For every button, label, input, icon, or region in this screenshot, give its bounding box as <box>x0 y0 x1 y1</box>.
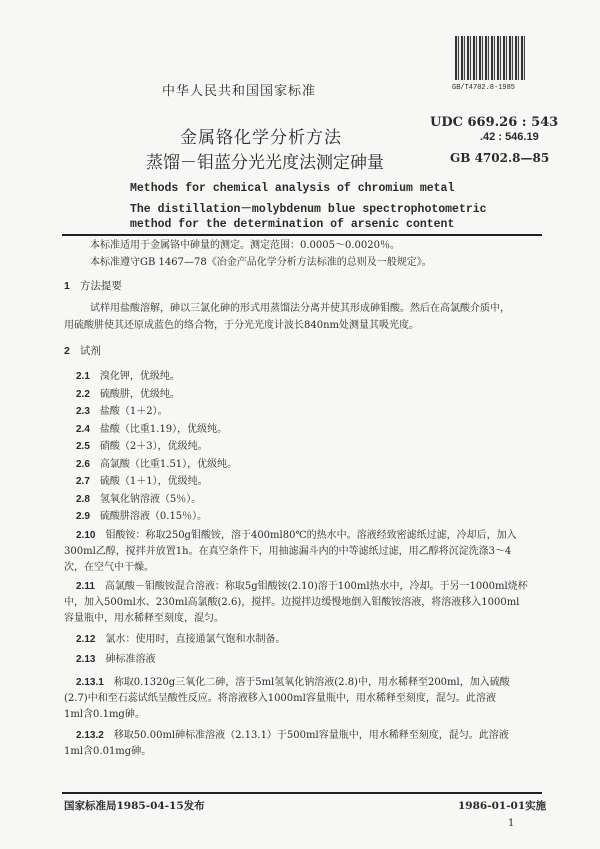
item-text: 硫酸肼，优级纯。 <box>99 388 180 400</box>
item-text: 硫酸肼溶液（0.15％）。 <box>99 511 208 522</box>
item-2-12: 2.12 氯水：使用时，直接通氯气饱和水制备。 <box>76 634 286 645</box>
reagent-item <box>76 494 201 506</box>
barcode-label: GB/T4702.8-1985 <box>452 84 516 92</box>
intro-line: 本标准遵守GB 1467—78《冶金产品化学分析方法标准的总则及一般规定》。 <box>90 257 432 268</box>
item-text: 高氯酸（比重1.51），优级纯。 <box>99 458 238 470</box>
title-en-1: Methods for chemical analysis of chromium metal <box>130 182 455 195</box>
item-number: 2.6 <box>76 458 90 470</box>
intro-line: 本标准适用于金属铬中砷量的测定。测定范围：0.0005～0.0020％。 <box>90 240 400 251</box>
item-text: 溴化钾，优级纯。 <box>99 371 180 382</box>
paragraph-line: 用硫酸肼使其还原成蓝色的络合物，于分光光度计波长840nm处测量其吸光度。 <box>64 320 420 331</box>
reagent-item <box>76 406 168 418</box>
item-number: 2.4 <box>76 423 90 435</box>
page-number: 1 <box>508 818 515 829</box>
section-2-heading: 2 试剂 <box>64 345 101 357</box>
item-text: 硫酸（1＋1），优级纯。 <box>99 476 208 487</box>
item-text: 氢氧化钠溶液（5％）。 <box>99 493 202 505</box>
issued-date: 国家标准局1985-04-15发布 <box>64 800 205 812</box>
paragraph-line: (2.7)中和至石蕊试纸呈酸性反应。将溶液移入1000ml容量瓶中，用水稀释至刻度，混匀。此溶液 <box>64 693 496 704</box>
reagent-item <box>76 389 180 401</box>
reagent-item <box>76 371 180 383</box>
reagent-item <box>76 441 208 453</box>
item-number: 2.5 <box>76 441 90 452</box>
item-2-11: 2.11 高氯酸－钼酸铵混合溶液：称取5g钼酸铵(2.10)溶于100ml热水中，冷却。于另一1000ml烧杯 <box>76 581 528 592</box>
title-cn-1: 金属铬化学分析方法 <box>180 128 342 148</box>
paragraph-line: 1ml含0.01mg砷。 <box>64 746 152 757</box>
title-en-3: method for the determination of arsenic content <box>130 218 455 231</box>
reagent-item <box>76 459 237 471</box>
paragraph-line: 次，在空气中干燥。 <box>64 562 154 573</box>
item-2-13-2: 2.13.2 移取50.00ml砷标准溶液（2.13.1）于500ml容量瓶中，用水稀释至刻度，混匀。此溶液 <box>76 730 509 741</box>
bottom-rule <box>62 792 542 794</box>
barcode <box>455 36 525 80</box>
item-number: 2.7 <box>76 476 90 487</box>
paragraph-line: 容量瓶中，用水稀释至刻度，混匀。 <box>64 613 224 624</box>
reagent-item <box>76 424 227 436</box>
udc-line2: .42 : 546.19 <box>480 131 539 143</box>
paragraph-line: 1ml含0.1mg砷。 <box>64 709 145 720</box>
title-cn-2: 蒸馏－钼蓝分光光度法测定砷量 <box>146 153 384 173</box>
item-number: 2.9 <box>76 511 90 522</box>
item-2-10: 2.10 钼酸铵：称取250g钼酸铵，溶于400ml80℃的热水中。溶液经致密滤纸过滤，冷却后，加入 <box>76 530 517 541</box>
effective-date: 1986-01-01实施 <box>458 800 547 812</box>
section-1-heading: 1 方法提要 <box>64 280 122 292</box>
item-text: 盐酸（比重1.19），优级纯。 <box>99 423 228 435</box>
paragraph-line: 300ml乙醇，搅拌并放置1h。在真空条件下，用抽滤漏斗内的中等滤纸过滤，用乙醇将沉淀洗涤3～4 <box>64 546 512 557</box>
reagent-item <box>76 476 208 488</box>
title-en-2: The distillation－molybdenum blue spectrophotometric <box>130 203 487 216</box>
item-text: 盐酸（1＋2）。 <box>99 406 168 417</box>
paragraph-line: 试样用盐酸溶解，砷以三氯化砷的形式用蒸馏法分离并使其形成砷钼酸。然后在高氯酸介质中， <box>90 303 510 314</box>
paragraph-line: 中，加入500ml水、230ml高氯酸(2.6)，搅拌。边搅拌边缓慢地倒入钼酸铵溶液，将溶液移入1000ml <box>64 597 520 608</box>
item-2-13: 2.13 砷标准溶液 <box>76 654 156 665</box>
reagent-item <box>76 511 207 523</box>
udc-line1: UDC 669.26 : 543 <box>430 115 559 130</box>
item-number: 2.3 <box>76 406 90 417</box>
gb-number: GB 4702.8—85 <box>450 151 550 165</box>
top-rule <box>62 234 542 236</box>
item-number: 2.2 <box>76 388 90 400</box>
item-text: 硝酸（2＋3），优级纯。 <box>99 441 208 452</box>
national-standard: 中华人民共和国国家标准 <box>162 84 317 99</box>
item-number: 2.8 <box>76 493 90 505</box>
item-2-13-1: 2.13.1 称取0.1320g三氧化二砷，溶于5ml氢氧化钠溶液(2.8)中，用水稀释至200ml，加入硫酸 <box>76 677 510 688</box>
item-number: 2.1 <box>76 371 90 382</box>
